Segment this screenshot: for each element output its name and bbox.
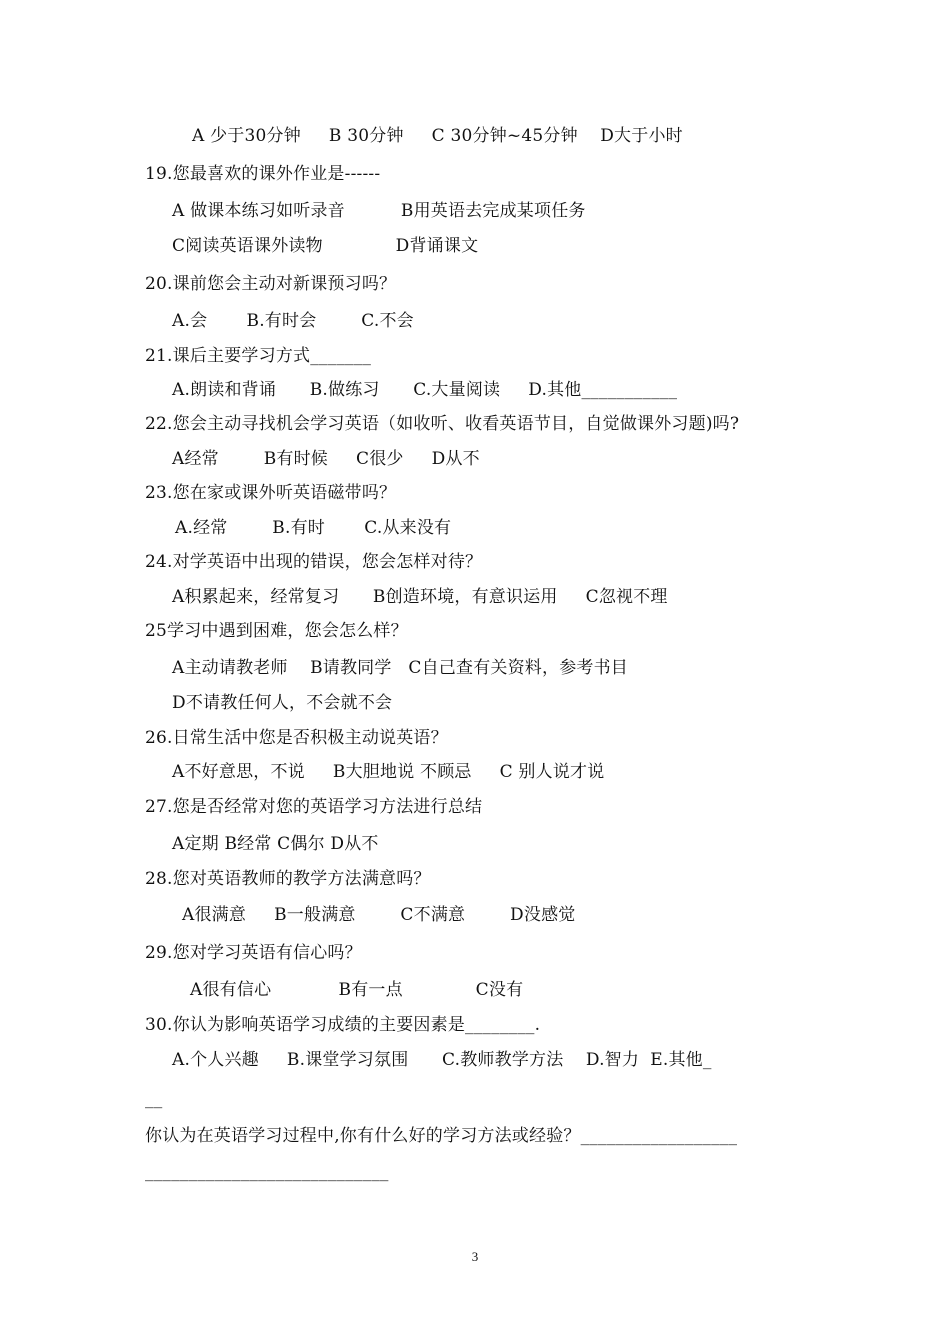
q21-question: 21.课后主要学习方式_______ (145, 346, 372, 366)
q23-question: 23.您在家或课外听英语磁带吗？ (145, 483, 397, 503)
q19-options-line2: C阅读英语课外读物 D背诵课文 (172, 236, 479, 256)
q22-options: A经常 B有时候 C很少 D从不 (172, 449, 480, 469)
q25-options-line1: A主动请教老师 B请教同学 C自己查有关资料，参考书目 (172, 658, 629, 678)
q30-options: A.个人兴趣 B.课堂学习氛围 C.教师教学方法 D.智力 E.其他_ (172, 1050, 712, 1070)
q26-question: 26.日常生活中您是否积极主动说英语？ (145, 728, 448, 748)
q24-question: 24.对学英语中出现的错误，您会怎样对待？ (145, 552, 483, 572)
q27-options: A定期 B经常 C偶尔 D从不 (172, 834, 379, 854)
q20-question: 20.课前您会主动对新课预习吗？ (145, 274, 397, 294)
q28-question: 28.您对英语教师的教学方法满意吗？ (145, 869, 431, 889)
q27-question: 27.您是否经常对您的英语学习方法进行总结 (145, 797, 483, 817)
q22-question: 22.您会主动寻找机会学习英语（如收听、收看英语节目，自觉做课外习题)吗? (145, 414, 740, 434)
q24-options: A积累起来，经常复习 B创造环境，有意识运用 C忽视不理 (172, 587, 668, 607)
open-question: 你认为在英语学习过程中,你有什么好的学习方法或经验？__________________ (145, 1126, 738, 1146)
q25-question: 25学习中遇到困难，您会怎么样？ (145, 621, 408, 641)
q25-options-line2: D不请教任何人，不会就不会 (172, 693, 393, 713)
q23-options: A.经常 B.有时 C.从来没有 (175, 518, 452, 538)
q21-options: A.朗读和背诵 B.做练习 C.大量阅读 D.其他___________ (172, 380, 678, 400)
q26-options: A不好意思，不说 B大胆地说 不顾忌 C 别人说才说 (172, 762, 605, 782)
page-number: 3 (471, 1249, 479, 1264)
q20-options: A.会 B.有时会 C.不会 (172, 311, 414, 331)
q19-question: 19.您最喜欢的课外作业是------ (145, 164, 381, 184)
q30-options-continued: __ (145, 1089, 163, 1109)
q19-options-line1: A 做课本练习如听录音 B用英语去完成某项任务 (172, 201, 586, 221)
q29-question: 29.您对学习英语有信心吗？ (145, 943, 362, 963)
q29-options: A很有信心 B有一点 C没有 (190, 980, 524, 1000)
q28-options: A很满意 B一般满意 C不满意 D没感觉 (182, 905, 576, 925)
q18-options: A 少于30分钟 B 30分钟 C 30分钟~45分钟 D大于小时 (192, 126, 683, 146)
open-question-answer-line: ____________________________ (145, 1162, 389, 1182)
q30-question: 30.你认为影响英语学习成绩的主要因素是________. (145, 1015, 541, 1035)
